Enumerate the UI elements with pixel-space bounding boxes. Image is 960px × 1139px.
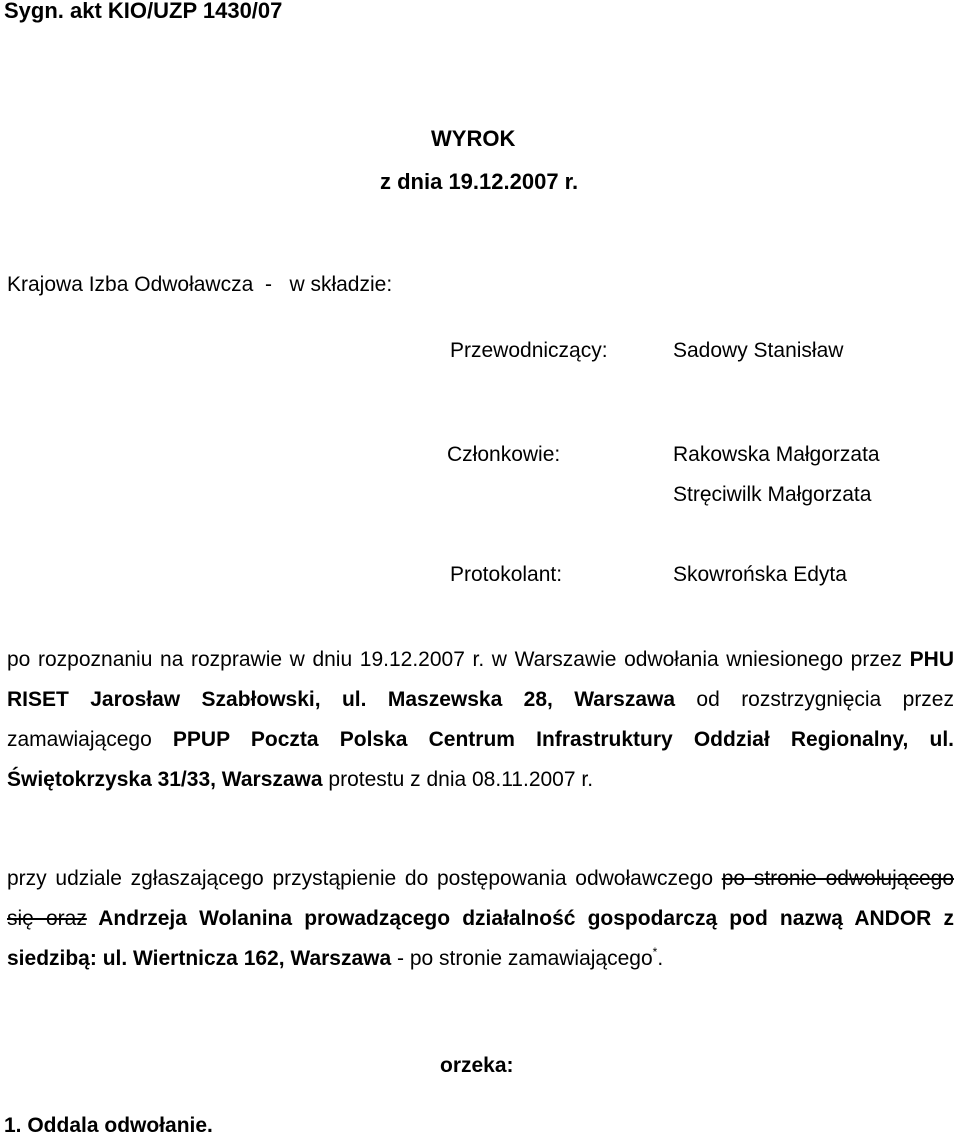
member-name: Rakowska Małgorzata	[673, 443, 880, 466]
chamber-intro: Krajowa Izba Odwoławcza - w składzie:	[7, 273, 393, 296]
appeal-text: od rozstrzygnięcia przez zamawiającego	[7, 688, 954, 751]
chair-label: Przewodniczący:	[450, 339, 608, 362]
intervener-text: .	[657, 947, 664, 970]
appeal-paragraph	[7, 640, 954, 800]
ruling-point: 1. Oddala odwołanie.	[4, 1114, 213, 1137]
intervener: Andrzeja Wolanina prowadzącego działalność gospodarczą pod nazwą ANDOR z siedzibą: ul. Wiertnicza 162, Warszawa	[7, 907, 954, 970]
verdict-date: z dnia 19.12.2007 r.	[380, 169, 579, 194]
chair-name: Sadowy Stanisław	[673, 339, 844, 362]
clerk-label: Protokolant:	[450, 563, 563, 586]
appellant: PHU RISET Jarosław Szabłowski, ul. Maszewska 28, Warszawa	[7, 648, 954, 711]
struck-text: po stronie odwołującego się oraz	[7, 867, 954, 930]
appeal-text: po rozpoznaniu na rozprawie w dniu 19.12.2007 r. w Warszawie odwołania wniesionego przez	[7, 648, 910, 671]
clerk-name: Skowrońska Edyta	[673, 563, 847, 586]
intervener-text: przy udziale zgłaszającego przystąpienie do postępowania odwoławczego	[7, 867, 722, 890]
intervener-text: - po stronie zamawiającego	[391, 947, 653, 970]
intervener-paragraph	[7, 859, 954, 979]
case-number: Sygn. akt KIO/UZP 1430/07	[4, 0, 283, 23]
appeal-text: protestu z dnia 08.11.2007 r.	[322, 768, 594, 791]
member-name: Stręciwilk Małgorzata	[673, 483, 872, 506]
verdict-title: WYROK	[431, 126, 516, 151]
footnote-marker: *	[652, 945, 658, 959]
members-label: Członkowie:	[447, 443, 561, 466]
contracting-authority: PPUP Poczta Polska Centrum Infrastruktury Oddział Regionalny, ul. Świętokrzyska 31/33, Warszawa	[7, 728, 954, 791]
ruling-heading: orzeka:	[440, 1054, 514, 1077]
